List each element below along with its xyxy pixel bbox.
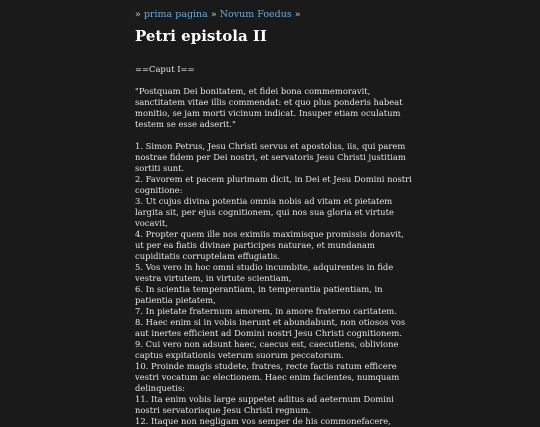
verse: 5. Vos vero in hoc omni studio incumbite, adquirentes in fide vestra virtutem, in virtute scientiam, [135,262,394,283]
chapter-summary-quote: "Postquam Dei bonitatem, et fidei bona commemoravit, sanctitatem vitae illis commendat: et quo plus ponderis habeat monitio, se jam morti vicinum indicat. Insuper etiam oculatum testem se esse adserit." [135,86,403,129]
verse: 12. Itaque non negligam vos semper de his commonefacere, [135,416,391,426]
breadcrumb-link-novum-foedus[interactable]: Novum Foedus [219,9,292,20]
verse: 3. Ut cujus divina potentia omnia nobis ad vitam et pietatem largita sit, per ejus cognitionem, qui nos sua gloria et virtute vocavit, [135,196,394,228]
breadcrumb [135,9,301,20]
breadcrumb-separator: » [135,9,144,20]
section-heading: ==Caput I== [135,64,195,74]
verse: 2. Favorem et pacem plurimam dicit, in Dei et Jesu Domini nostri cognitione: [135,174,412,195]
verse: 8. Haec enim si in vobis inerunt et abundabunt, non otiosos vos aut inertes efficient ad Domini nostri Jesu Christi cognitionem. [135,317,406,338]
breadcrumb-separator: » [291,9,301,20]
verse: 7. In pietate fraternum amorem, in amore fraterno caritatem. [135,306,397,316]
breadcrumb-link-prima-pagina[interactable]: prima pagina [143,9,208,20]
verse: 9. Cui vero non adsunt haec, caecus est, caecutiens, oblivione captus expitationis veterum suorum peccatorum. [135,339,399,360]
verse: 1. Simon Petrus, Jesu Christi servus et apostolus, iis, qui parem nostrae fidem per Dei nostri, et servatoris Jesu Christi justitiam sortiti sunt. [135,141,406,173]
breadcrumb-separator: » [207,9,220,20]
verse: 11. Ita enim vobis large suppetet aditus ad aeternum Domini nostri servatorisque Jesu Christi regnum. [135,394,394,415]
verse: 6. In scientia temperantiam, in temperantia patientiam, in patientia pietatem, [135,284,383,305]
verse: 4. Propter quem ille nos eximiis maximisque promissis donavit, ut per ea fiatis divinae participes naturae, et mundanam cupiditatis corruptelam effugiatis. [135,229,404,261]
page-title: Petri epistola II [135,27,267,45]
verse: 10. Proinde magis studete, fratres, recte factis ratum efficere vestri vocatum ac electionem. Haec enim facientes, numquam delinquetis: [135,361,400,393]
document-body [135,64,415,427]
